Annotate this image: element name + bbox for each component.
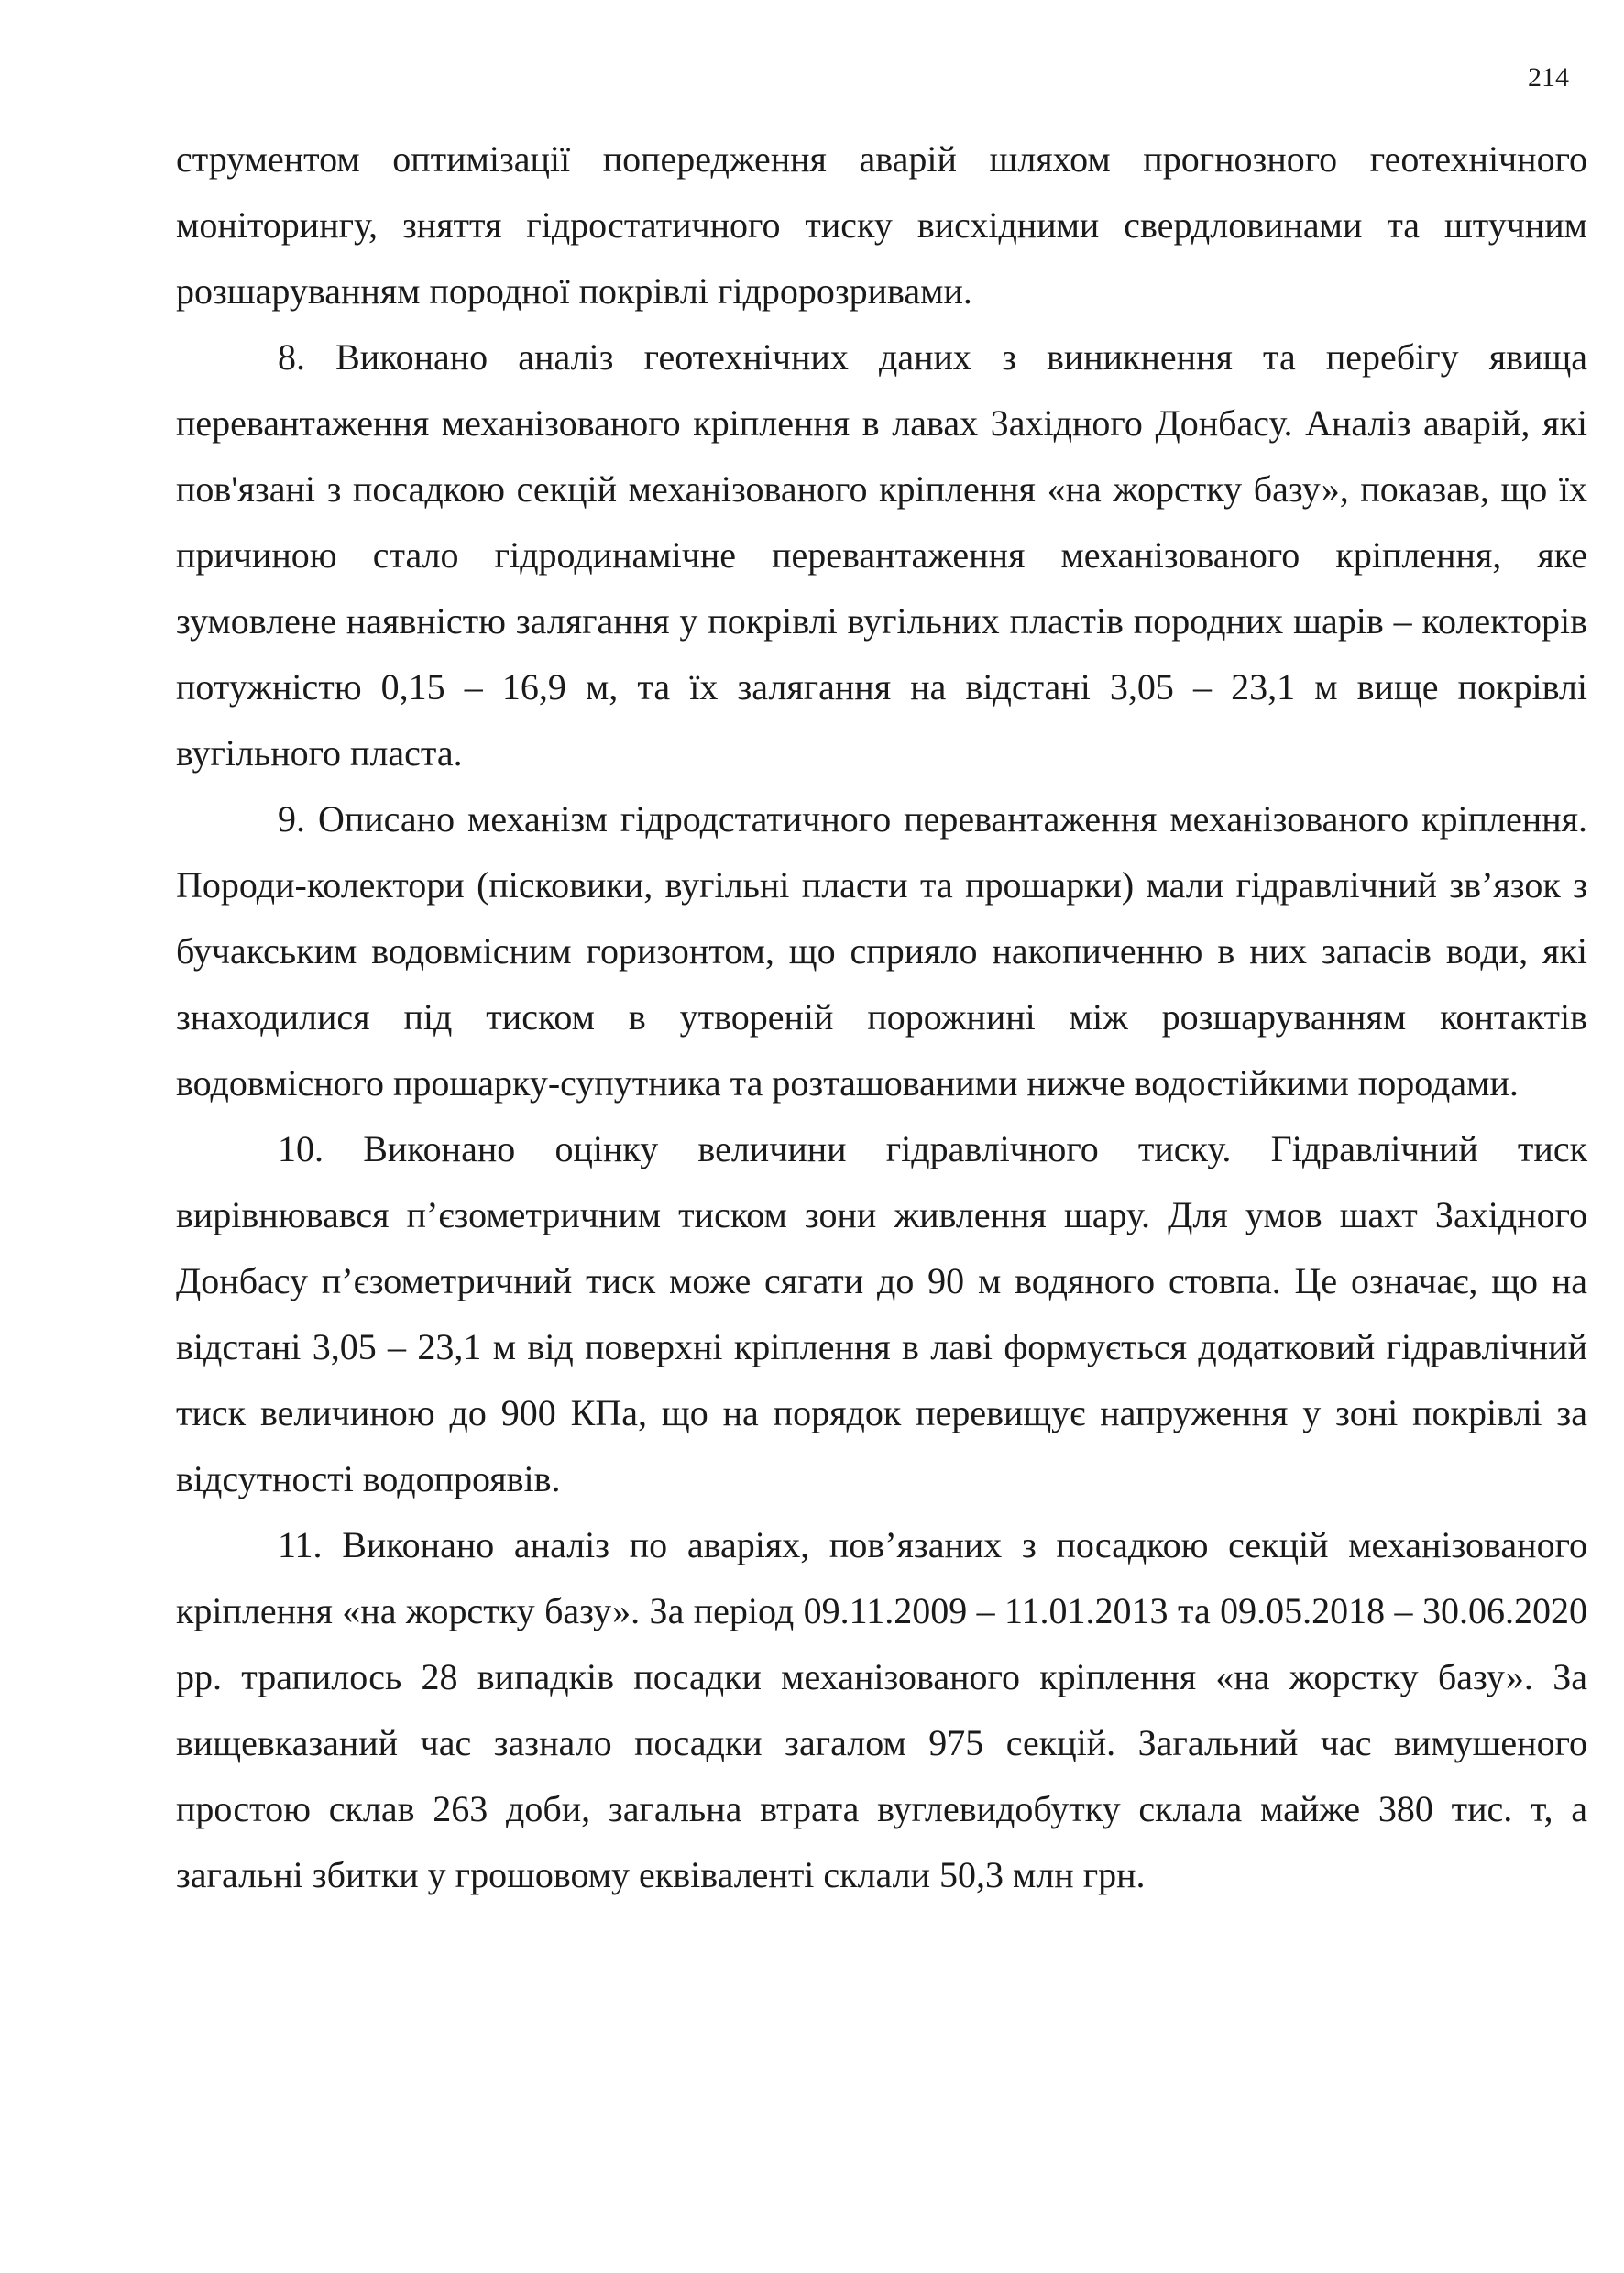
paragraph-item-10: 10. Виконано оцінку величини гідравлічного тиску. Гідравлічний тиск вирівнювався п’єзометричним тиском зони живлення шару. Для умов шахт Західного Донбасу п’єзометричний тиск може сягати до 90 м водяного стовпа. Це означає, що на відстані 3,05 – 23,1 м від поверхні кріплення в лаві формується додатковий гідравлічний тиск величиною до 900 КПа, що на порядок перевищує напруження у зоні покрівлі за відсутності водопроявів. <box>176 1128 1587 1499</box>
paragraph-item-9: 9. Описано механізм гідродстатичного перевантаження механізованого кріплення. Породи-колектори (пісковики, вугільні пласти та прошарки) мали гідравлічний зв’язок з бучакським водовмісним горизонтом, що сприяло накопиченню в них запасів води, які знаходилися під тиском в утвореній порожнині між розшаруванням контактів водовмісного прошарку-супутника та розташованими нижче водостійкими породами. <box>176 798 1587 1104</box>
paragraph-continuation: струментом оптимізації попередження аварій шляхом прогнозного геотехнічного моніторингу, зняття гідростатичного тиску висхідними свердловинами та штучним розшаруванням породної покрівлі гідророзривами. <box>176 138 1587 312</box>
document-body <box>176 126 1587 1908</box>
paragraph-item-8: 8. Виконано аналіз геотехнічних даних з виникнення та перебігу явища перевантаження механізованого кріплення в лавах Західного Донбасу. Аналіз аварій, які пов'язані з посадкою секцій механізованого кріплення «на жорстку базу», показав, що їх причиною стало гідродинамічне перевантаження механізованого кріплення, яке зумовлене наявністю залягання у покрівлі вугільних пластів породних шарів – колекторів потужністю 0,15 – 16,9 м, та їх залягання на відстані 3,05 – 23,1 м вище покрівлі вугільного пласта. <box>176 336 1587 774</box>
page-number: 214 <box>1528 62 1569 93</box>
paragraph-item-11: 11. Виконано аналіз по аваріях, пов’язаних з посадкою секцій механізованого кріплення «на жорстку базу». За період 09.11.2009 – 11.01.2013 та 09.05.2018 – 30.06.2020 рр. трапилось 28 випадків посадки механізованого кріплення «на жорстку базу». За вищевказаний час зазнало посадки загалом 975 секцій. Загальний час вимушеного простою склав 263 доби, загальна втрата вуглевидобутку склала майже 380 тис. т, а загальні збитки у грошовому еквіваленті склали 50,3 млн грн. <box>176 1524 1587 1895</box>
